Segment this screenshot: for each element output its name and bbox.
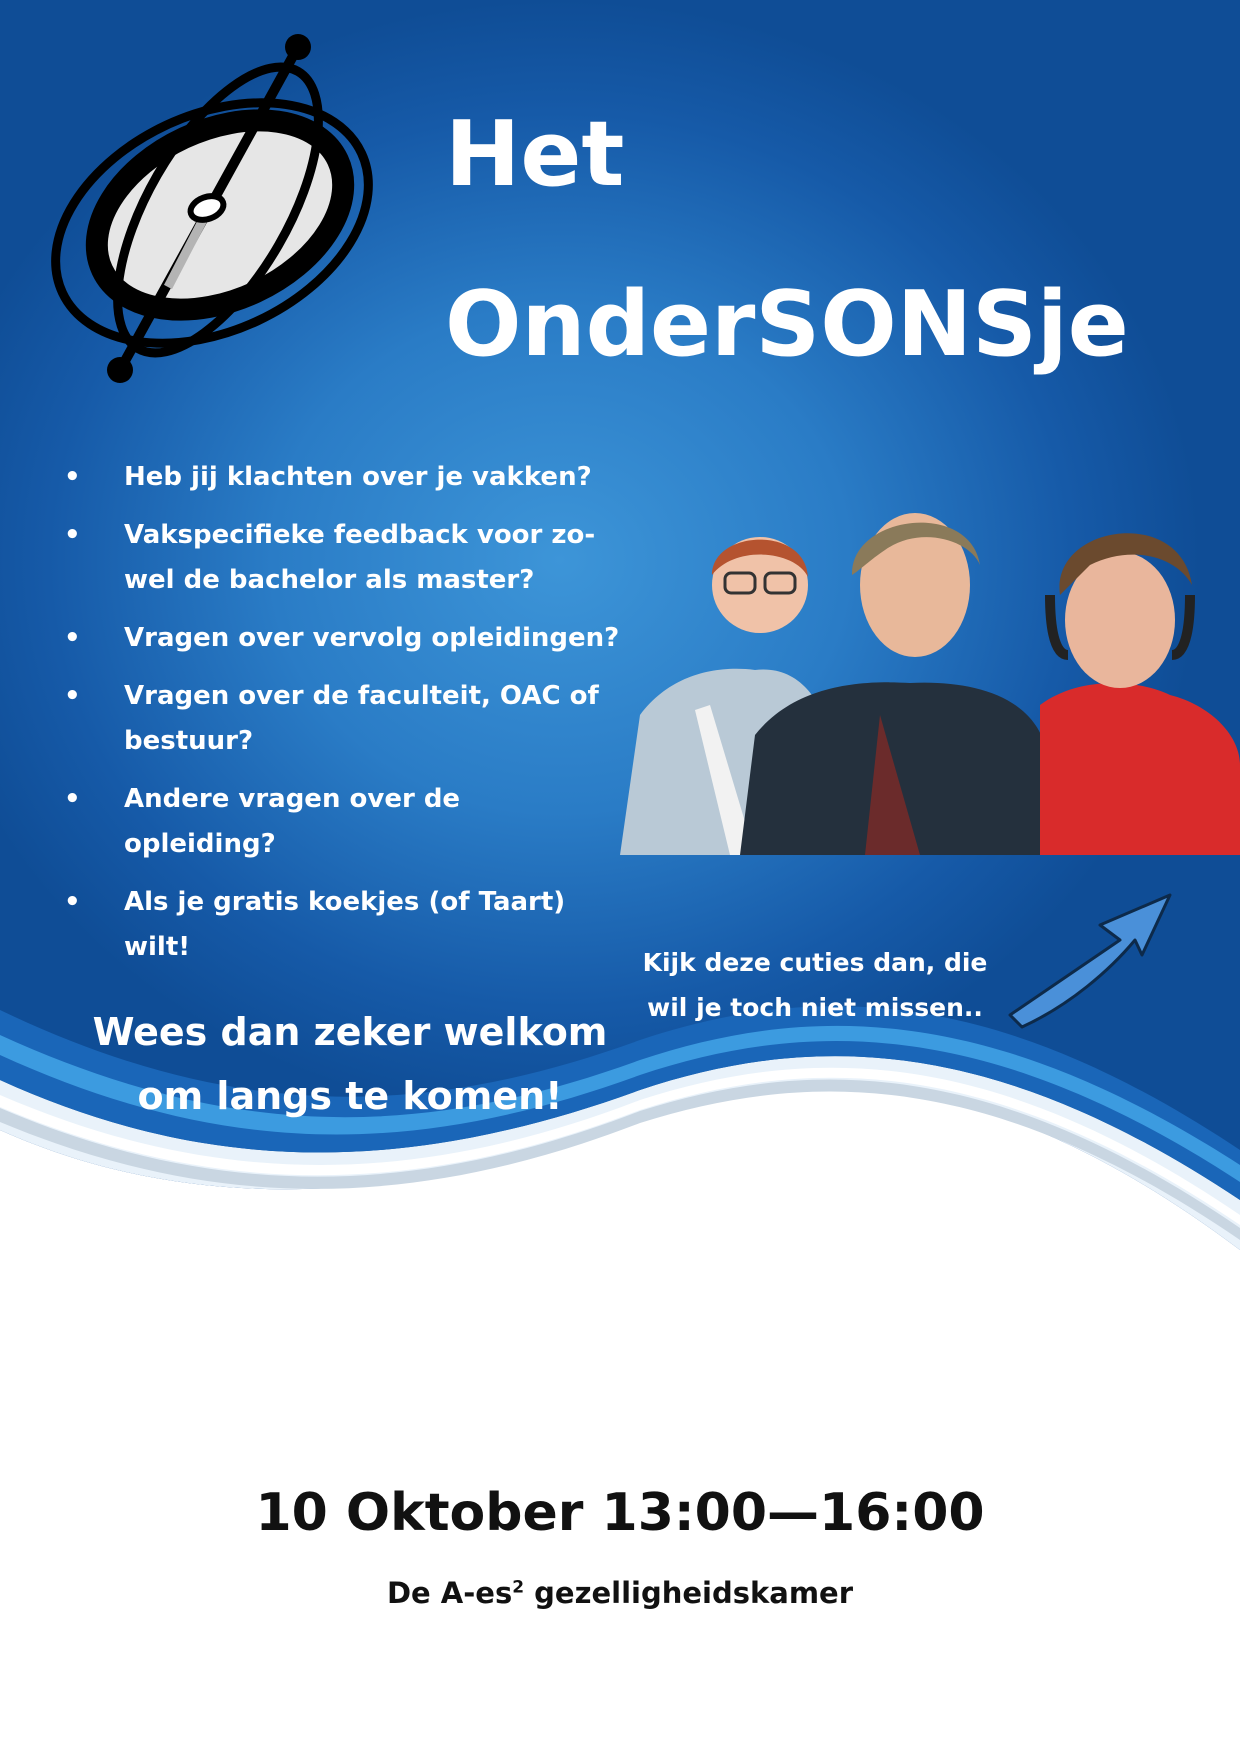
orbit-logo-icon xyxy=(50,25,390,395)
list-item: • Vragen over de faculteit, OAC of bestuur? xyxy=(60,674,620,764)
event-date-time: 10 Oktober 13:00—16:00 xyxy=(255,1483,985,1543)
poster-title-line-1: Het xyxy=(445,102,625,207)
list-item: • Vakspecifieke feedback voor zo-wel de bachelor als master? xyxy=(60,513,620,603)
event-location xyxy=(0,1572,1240,1614)
question-list xyxy=(60,455,620,983)
list-item: • Als je gratis koekjes (of Taart) wilt! xyxy=(60,880,620,970)
location-superscript: 2 xyxy=(512,1577,525,1598)
team-photo xyxy=(620,505,1240,855)
location-prefix: De A-es xyxy=(386,1576,513,1610)
location-suffix: gezelligheidskamer xyxy=(524,1576,854,1610)
list-item: • Andere vragen over de opleiding? xyxy=(60,777,620,867)
curved-arrow-icon xyxy=(1000,885,1180,1035)
list-item: • Heb jij klachten over je vakken? xyxy=(60,455,620,500)
poster-title-line-2: OnderSONSje xyxy=(445,272,1129,377)
photo-caption: Kijk deze cuties dan, die wil je toch niet missen.. xyxy=(642,948,988,1022)
welcome-text: Wees dan zeker welkom om langs te komen! xyxy=(92,1010,608,1118)
list-item: • Vragen over vervolg opleidingen? xyxy=(60,616,620,661)
